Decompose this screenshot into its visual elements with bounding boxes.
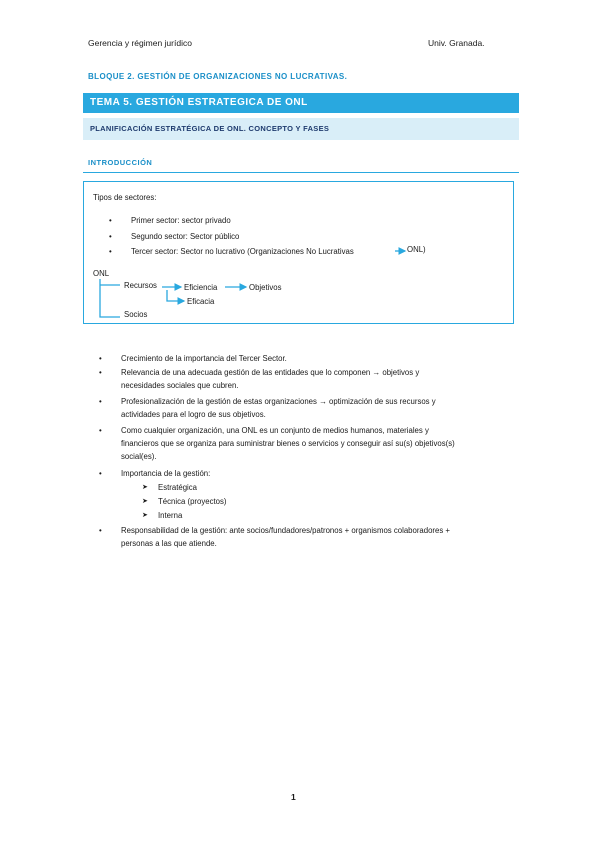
planificacion-title: PLANIFICACIÓN ESTRATÉGICA DE ONL. CONCEPTO Y FASES bbox=[90, 124, 330, 133]
diagram-objetivos: Objetivos bbox=[249, 283, 282, 292]
bullet-glyph: • bbox=[109, 232, 112, 241]
bullet-glyph: • bbox=[109, 216, 112, 225]
introduccion-heading: INTRODUCCIÓN bbox=[88, 158, 153, 167]
list-line: Responsabilidad de la gestión: ante socios/fundadores/patronos + organismos colaboradores + bbox=[121, 526, 450, 535]
bullet-glyph: • bbox=[99, 426, 102, 435]
sector-label: Segundo sector: Sector público bbox=[131, 232, 240, 241]
tema-title: TEMA 5. GESTIÓN ESTRATEGICA DE ONL bbox=[90, 97, 308, 108]
sub-arrow-icon: ➤ bbox=[142, 512, 148, 519]
list-item bbox=[99, 352, 287, 365]
header-right: Univ. Granada. bbox=[428, 38, 485, 48]
sector-suffix: ONL) bbox=[407, 245, 426, 254]
sub-item bbox=[142, 481, 198, 494]
list-item bbox=[99, 524, 450, 550]
diagram-eficacia: Eficacia bbox=[187, 297, 215, 306]
bloque-heading: BLOQUE 2. GESTIÓN DE ORGANIZACIONES NO LUCRATIVAS. bbox=[88, 72, 348, 81]
list-line: Profesionalización de la gestión de estas organizaciones → optimización de sus recursos y bbox=[121, 397, 436, 406]
list-line: financieros que se organiza para suministrar bienes o servicios y conseguir así su(s) objetivos(s) bbox=[121, 439, 455, 448]
bullet-glyph: • bbox=[99, 469, 102, 478]
bullet-glyph: • bbox=[99, 368, 102, 377]
sector-label: Primer sector: sector privado bbox=[131, 216, 231, 225]
box-title: Tipos de sectores: bbox=[93, 193, 157, 202]
bullet-glyph: • bbox=[99, 397, 102, 406]
list-line: Relevancia de una adecuada gestión de las entidades que lo componen → objetivos y bbox=[121, 368, 420, 377]
list-item bbox=[99, 366, 420, 392]
list-line: actividades para el logro de sus objetivos. bbox=[121, 410, 266, 419]
diagram-eficiencia: Eficiencia bbox=[184, 283, 218, 292]
page-number: 1 bbox=[291, 792, 296, 802]
list-line: social(es). bbox=[121, 452, 157, 461]
diagram-recursos: Recursos bbox=[124, 281, 157, 290]
sub-item bbox=[142, 495, 227, 508]
sub-item bbox=[142, 509, 183, 522]
list-line: Importancia de la gestión: bbox=[121, 469, 211, 478]
list-line: Como cualquier organización, una ONL es un conjunto de medios humanos, materiales y bbox=[121, 426, 429, 435]
sub-arrow-icon: ➤ bbox=[142, 484, 148, 491]
sub-arrow-icon: ➤ bbox=[142, 498, 148, 505]
header-left: Gerencia y régimen jurídico bbox=[88, 38, 192, 48]
list-line: necesidades sociales que cubren. bbox=[121, 381, 239, 390]
sub-item-label: Interna bbox=[158, 511, 183, 520]
diagram-onl: ONL bbox=[93, 269, 110, 278]
list-line: personas a las que atiende. bbox=[121, 539, 217, 548]
bullet-glyph: • bbox=[99, 354, 102, 363]
list-item bbox=[99, 395, 436, 421]
sub-item-label: Estratégica bbox=[158, 483, 198, 492]
sector-label: Tercer sector: Sector no lucrativo (Organizaciones No Lucrativas bbox=[131, 247, 354, 256]
eficacia-arrow bbox=[167, 290, 184, 301]
bullet-glyph: • bbox=[109, 247, 112, 256]
list-item bbox=[99, 467, 211, 480]
bullet-glyph: • bbox=[99, 526, 102, 535]
list-item bbox=[99, 424, 455, 463]
sub-item-label: Técnica (proyectos) bbox=[158, 497, 227, 506]
list-line: Crecimiento de la importancia del Tercer Sector. bbox=[121, 354, 287, 363]
diagram-socios: Socios bbox=[124, 310, 148, 319]
